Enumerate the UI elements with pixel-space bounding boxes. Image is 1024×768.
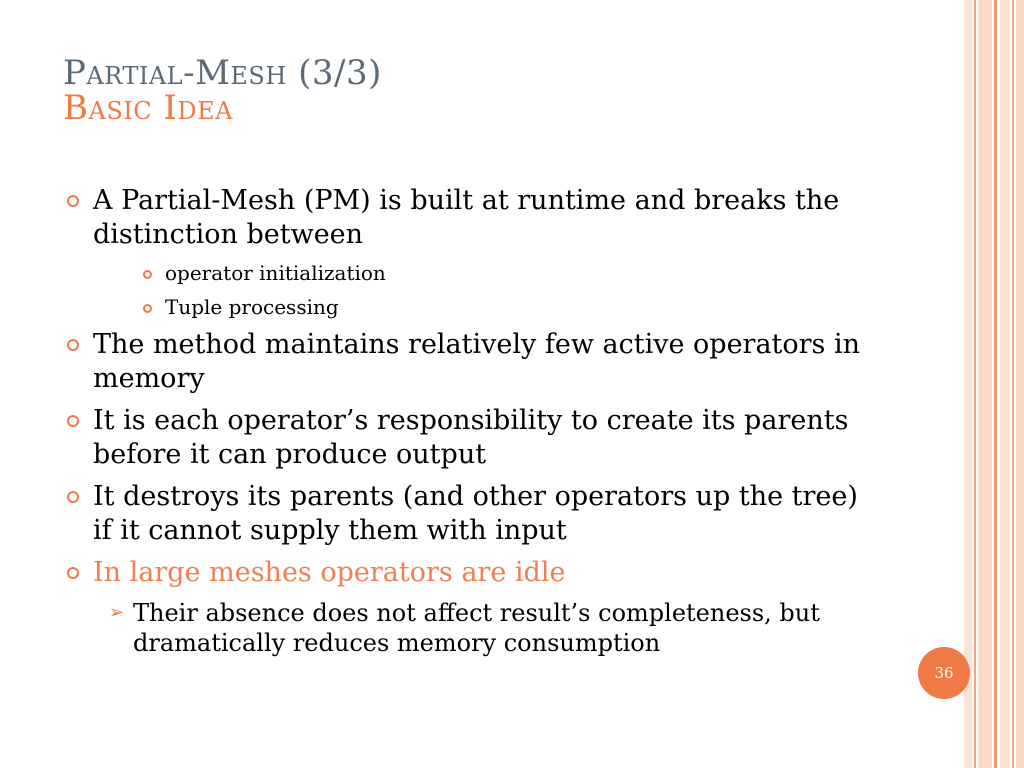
bullet-text: A Partial-Mesh (PM) is built at runtime and breaks the distinction between	[93, 185, 840, 250]
title-line-1: Partial-Mesh (3/3)	[63, 53, 382, 93]
bullet-item-highlighted	[63, 556, 863, 590]
sub-bullet-text: Tuple processing	[165, 295, 339, 319]
sub-bullet-item	[63, 598, 863, 658]
decorative-stripes	[964, 0, 1024, 768]
sub-bullet-item	[63, 294, 863, 320]
sub-bullet-item	[63, 260, 863, 286]
stripe	[974, 0, 976, 768]
ring-bullet-icon	[67, 195, 79, 207]
ring-bullet-icon	[143, 270, 152, 279]
ring-bullet-icon	[67, 339, 79, 351]
stripe	[964, 0, 972, 768]
ring-bullet-icon	[67, 567, 79, 579]
slide-title	[63, 53, 382, 128]
title-line-2: Basic Idea	[63, 87, 233, 128]
ring-bullet-icon	[143, 304, 152, 313]
bullet-item	[63, 480, 863, 548]
stripe	[1000, 0, 1010, 768]
ring-bullet-icon	[67, 491, 79, 503]
bullet-text: The method maintains relatively few active operators in memory	[93, 329, 861, 394]
bullet-list	[63, 184, 863, 666]
stripe	[994, 0, 997, 768]
bullet-item	[63, 328, 863, 396]
bullet-text: It is each operator’s responsibility to create its parents before it can produce output	[93, 405, 849, 470]
stripe	[1012, 0, 1014, 768]
bullet-text: It destroys its parents (and other operators up the tree) if it cannot supply them with input	[93, 481, 858, 546]
bullet-text: In large meshes operators are idle	[93, 557, 566, 588]
bullet-item	[63, 404, 863, 472]
stripe	[978, 0, 992, 768]
stripe	[1016, 0, 1024, 768]
sub-bullet-text: operator initialization	[165, 261, 386, 285]
ring-bullet-icon	[67, 415, 79, 427]
arrow-bullet-icon: ➢	[109, 602, 125, 623]
sub-bullet-text: Their absence does not affect result’s completeness, but dramatically reduces memory consumption	[133, 599, 820, 657]
bullet-item	[63, 184, 863, 252]
page-number-badge: 36	[918, 647, 970, 699]
